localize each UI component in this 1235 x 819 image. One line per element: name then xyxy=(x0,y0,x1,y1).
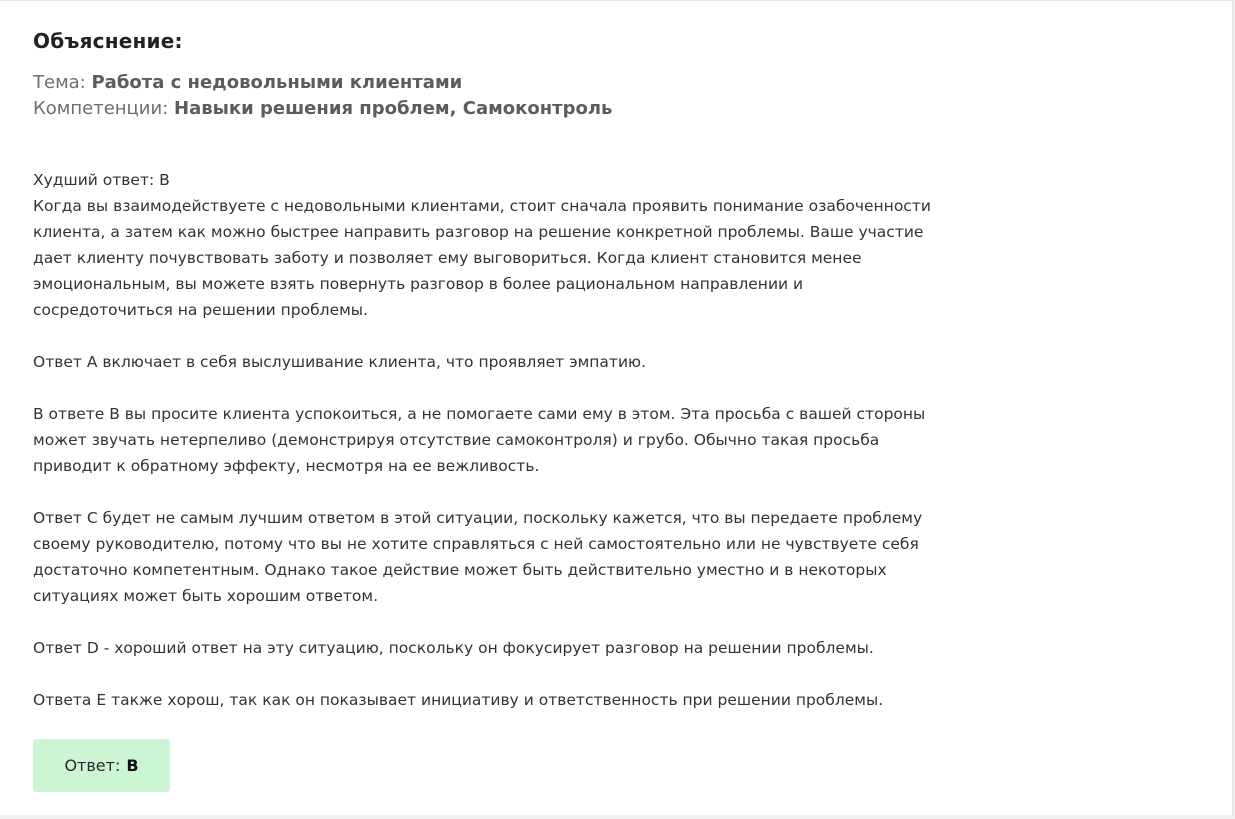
explanation-paragraph-2: Ответ A включает в себя выслушивание клиента, что проявляет эмпатию. xyxy=(33,353,646,371)
topic-value: Работа с недовольными клиентами xyxy=(91,72,463,93)
answer-label: Ответ: xyxy=(64,756,121,775)
competencies-value: Навыки решения проблем, Самоконтроль xyxy=(174,98,613,119)
explanation-heading: Объяснение: xyxy=(33,29,183,53)
paragraph-text: Когда вы взаимодействуете с недовольными клиентами, стоит сначала проявить понимание озабоченности клиента, а затем как можно быстрее направить разговор на решение конкретной проблемы. Ваше участие дает клиенту почувствовать заботу и позволяет ему выговориться. Когда клиент становится менее эмоциональным, вы можете взять повернуть разговор в более рациональном направлении и сосредоточиться на решении проблемы. xyxy=(33,197,931,319)
explanation-paragraph-3: В ответе B вы просите клиента успокоиться, а не помогаете сами ему в этом. Эта просьба с вашей стороны может звучать нетерпеливо (демонстрируя отсутствие самоконтроля) и грубо. Обычно такая просьба приводит к обратному эффекту, несмотря на ее вежливость. xyxy=(33,405,926,475)
explanation-body xyxy=(33,167,933,713)
explanation-paragraph-6: Ответа E также хорош, так как он показывает инициативу и ответственность при решении проблемы. xyxy=(33,691,884,709)
explanation-paragraph-1 xyxy=(33,167,933,323)
competencies-label: Компетенции: xyxy=(33,98,169,119)
topic-line xyxy=(33,72,462,93)
topic-label: Тема: xyxy=(33,72,86,93)
worst-answer-line: Худший ответ: B xyxy=(33,171,170,189)
answer-badge xyxy=(33,739,170,792)
explanation-paragraph-5: Ответ D - хороший ответ на эту ситуацию, поскольку он фокусирует разговор на решении проблемы. xyxy=(33,639,874,657)
explanation-paragraph-4: Ответ C будет не самым лучшим ответом в этой ситуации, поскольку кажется, что вы передаете проблему своему руководителю, потому что вы не хотите справляться с ней самостоятельно или не чувствуете себя достаточно компетентным. Однако такое действие может быть действительно уместно и в некоторых ситуациях может быть хорошим ответом. xyxy=(33,509,923,605)
competencies-line xyxy=(33,98,612,119)
answer-value: B xyxy=(126,756,139,775)
